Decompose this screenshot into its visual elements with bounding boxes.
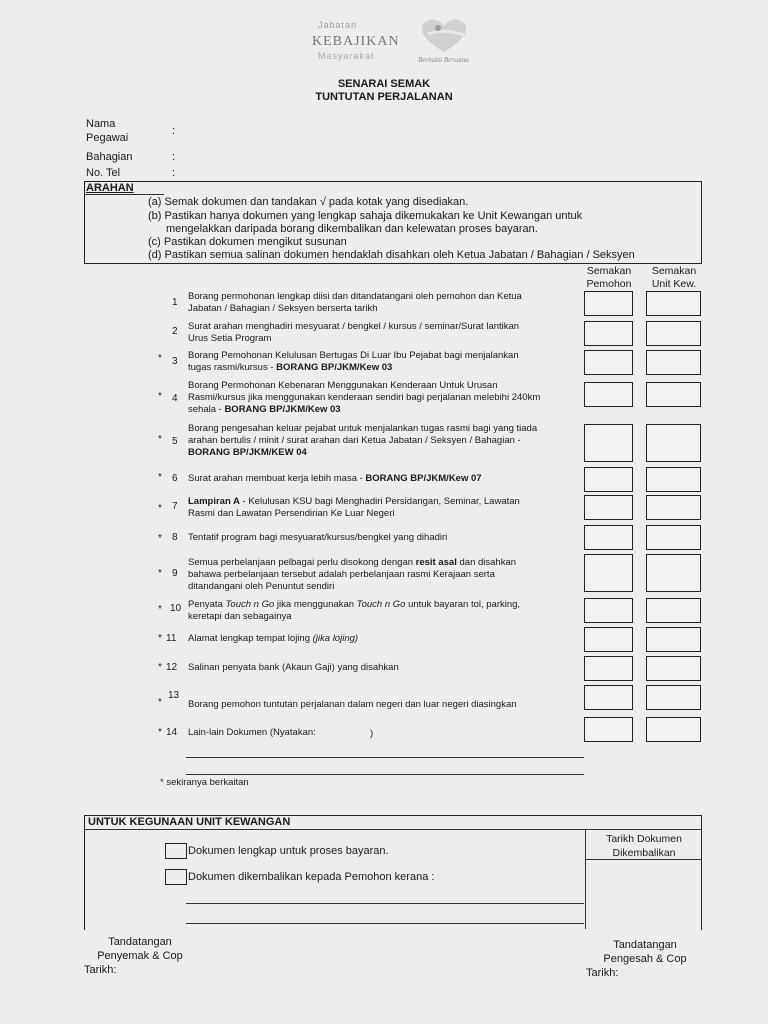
bahagian-colon: : [172,151,176,163]
item-line: Surat arahan menghadiri mesyuarat / bengkel / kursus / seminar/Surat lantikan [188,321,520,332]
item-line: Alamat lengkap tempat lojing [188,633,313,644]
item-5-text [188,423,537,459]
checkbox-pemohon-5[interactable] [584,424,633,462]
checkbox-unitkew-14[interactable] [646,717,701,742]
item-star: * [158,503,162,514]
col-1-line-1: Semakan [586,265,632,277]
item-line: Jabatan / Bahagian / Seksyen berserta tarikh [188,303,378,314]
item-3-text [188,350,519,374]
item-number: 13 [168,690,180,701]
item-line: Borang pengesahan keluar pejabat untuk menjalankan tugas rasmi bagi yang tiada [188,423,538,434]
checkbox-unitkew-10[interactable] [646,598,701,623]
item-line: Borang permohonan lengkap diisi dan ditandatangani oleh pemohon dan Ketua [188,291,522,302]
checkbox-pemohon-12[interactable] [584,656,633,681]
checkbox-unitkew-13[interactable] [646,685,701,710]
unit-kewangan-heading: UNTUK KEGUNAAN UNIT KEWANGAN [88,816,291,828]
item-star: * [158,568,162,579]
checkbox-pemohon-2[interactable] [584,321,633,346]
unit-kewangan-heading-rule [84,829,701,830]
checkbox-pemohon-9[interactable] [584,554,633,592]
sebab-line-1[interactable] [186,903,584,904]
checkbox-unitkew-4[interactable] [646,382,701,407]
item-7-text [188,496,520,520]
item-line: Salinan penyata bank (Akaun Gaji) yang disahkan [188,662,399,673]
dokumen-dikembalikan-checkbox[interactable] [165,869,187,885]
logo-line-3: Masyarakat [318,51,375,61]
item-line: keretapi dan sebagainya [188,611,292,622]
checkbox-unitkew-2[interactable] [646,321,701,346]
item-lampiran: Lampiran A [188,496,240,507]
item-line: Rasmi dan Lawatan Persendirian Ke Luar Negeri [188,508,395,519]
item-line: arahan bertulis / minit / surat arahan dari Ketua Jabatan / Seksyen / Bahagian - [188,435,521,446]
item-number: 11 [166,633,177,644]
col-semakan-pemohon [578,265,640,291]
item-number: 9 [172,568,178,579]
logo-line-2: KEBAJIKAN [312,34,400,49]
item-number: 12 [166,662,178,673]
item-star: * [158,604,162,615]
dokumen-lengkap-label: Dokumen lengkap untuk proses bayaran. [188,845,389,857]
item-14-text [188,727,316,739]
checkbox-unitkew-3[interactable] [646,350,701,375]
checkbox-pemohon-4[interactable] [584,382,633,407]
lain-lain-line-2[interactable] [186,774,584,775]
dokumen-dikembalikan-label: Dokumen dikembalikan kepada Pemohon kerana : [188,871,435,883]
item-star: * [158,633,162,644]
item-1-text [188,291,522,315]
col-2-line-2: Unit Kew. [651,278,697,290]
item-italic: (jika lojing) [312,633,359,644]
item-8-text [188,532,447,544]
col-2-line-1: Semakan [651,265,697,277]
nama-label-2: Pegawai [86,132,129,144]
checkbox-unitkew-12[interactable] [646,656,701,681]
tarikh-divider [585,829,586,929]
arahan-b1: (b) Pastikan hanya dokumen yang lengkap sahaja dikemukakan ke Unit Kewangan untuk [148,210,583,222]
checkbox-unitkew-6[interactable] [646,467,701,492]
item-form-code: BORANG BP/JKM/KEW 04 [188,447,307,458]
item-line: Borang Permohonan Kebenaran Menggunakan Kenderaan Untuk Urusan [188,380,498,391]
checkbox-pemohon-3[interactable] [584,350,633,375]
department-logo [310,14,470,62]
item-line: bahawa perbelanjaan tersebut adalah perbelanjaan rasmi Kerajaan serta [188,569,495,580]
item-line: tugas rasmi/kursus - [188,362,277,373]
item-italic: Touch n Go [225,599,275,610]
item-number: 6 [172,473,178,484]
arahan-d: (d) Pastikan semua salinan dokumen hendaklah disahkan oleh Ketua Jabatan / Bahagian / Seksyen [148,249,635,261]
logo-tagline: Berbakti Bersama [418,56,469,64]
checkbox-pemohon-14[interactable] [584,717,633,742]
item-number: 14 [166,727,178,738]
item-line: Borang Pemohonan Kelulusan Bertugas Di Luar Ibu Pejabat bagi menjalankan [188,350,519,361]
checkbox-unitkew-7[interactable] [646,495,701,520]
item-line: Surat arahan membuat kerja lebih masa - [188,473,366,484]
item-line: jika menggunakan [274,599,357,610]
item-number: 2 [172,326,178,337]
footnote: * sekiranya berkaitan [160,777,249,788]
item-14-close-paren: ) [370,728,374,739]
checkbox-unitkew-1[interactable] [646,291,701,316]
tarikh-line-1: Tarikh Dokumen [606,833,682,845]
sign-penyemak-tarikh: Tarikh: [84,964,117,976]
item-line: Penyata [188,599,226,610]
item-line: Tentatif program bagi mesyuarat/kursus/bengkel yang dihadiri [188,532,448,543]
item-star: * [158,727,162,738]
item-star: * [158,533,162,544]
item-4-text [188,380,540,416]
item-number: 8 [172,532,178,543]
checkbox-pemohon-1[interactable] [584,291,633,316]
item-line: Lain-lain Dokumen (Nyatakan: [188,727,316,738]
item-number: 4 [172,393,178,404]
item-10-text [188,599,520,623]
item-line: Borang pemohon tuntutan perjalanan dalam negeri dan luar negeri diasingkan [188,699,517,710]
sign-pengesah [586,938,704,980]
item-line: Urus Setia Program [188,333,272,344]
item-line: Semua perbelanjaan pelbagai perlu disokong dengan [188,557,416,568]
sign-penyemak-line-2: Penyemak & Cop [97,950,183,962]
heart-emblem-icon [414,14,474,56]
nama-label-1: Nama [86,118,116,130]
item-form-code: BORANG BP/JKM/Kew 07 [365,473,482,484]
item-9-text [188,557,516,593]
item-number: 3 [172,356,178,367]
item-line: untuk bayaran tol, parking, [405,599,521,610]
tarikh-dikembalikan-label [590,832,698,860]
item-form-code: BORANG BP/JKM/Kew 03 [276,362,393,373]
item-6-text [188,473,482,485]
item-number: 5 [172,436,178,447]
lain-lain-line-1[interactable] [186,757,584,758]
checkbox-pemohon-13[interactable] [584,685,633,710]
checkbox-pemohon-6[interactable] [584,467,633,492]
arahan-heading-rule [84,194,164,195]
item-star: * [158,434,162,445]
item-number: 1 [172,297,178,308]
sign-pengesah-tarikh: Tarikh: [586,967,619,979]
item-number: 10 [170,603,182,614]
bahagian-label: Bahagian [86,151,133,163]
item-italic: Touch n Go [356,599,406,610]
col-1-line-2: Pemohon [586,278,632,290]
checkbox-pemohon-8[interactable] [584,525,633,550]
item-2-text [188,321,519,345]
arahan-b2: mengelakkan daripada borang dikembalikan dan kelewatan proses bayaran. [166,223,538,235]
item-star: * [158,472,162,483]
item-form-code: BORANG BP/JKM/Kew 03 [224,404,341,415]
sebab-line-2[interactable] [186,923,584,924]
checkbox-pemohon-7[interactable] [584,495,633,520]
item-number: 7 [172,501,178,512]
checkbox-pemohon-10[interactable] [584,598,633,623]
checkbox-unitkew-11[interactable] [646,627,701,652]
item-star: * [158,697,162,708]
item-12-text [188,662,399,674]
arahan-c: (c) Pastikan dokumen mengikut susunan [148,236,347,248]
page-subtitle: TUNTUTAN PERJALANAN [315,91,453,103]
item-line: dan disahkan [456,557,517,568]
checkbox-pemohon-11[interactable] [584,627,633,652]
item-11-text [188,633,358,645]
item-line: sehala - [188,404,225,415]
logo-line-1: Jabatan [318,20,358,30]
page-title: SENARAI SEMAK [337,78,431,90]
checkbox-unitkew-5[interactable] [646,424,701,462]
sign-pengesah-line-2: Pengesah & Cop [603,953,687,965]
checkbox-unitkew-9[interactable] [646,554,701,592]
sign-pengesah-line-1: Tandatangan [613,939,677,951]
sign-penyemak [84,935,196,977]
tarikh-line-2: Dikembalikan [612,847,676,859]
sign-penyemak-line-1: Tandatangan [108,936,172,948]
notel-label: No. Tel [86,167,121,179]
item-emphasis: resit asal [415,557,457,568]
nama-colon: : [172,125,176,137]
item-line: ditandangani oleh Penuntut sendiri [188,581,335,592]
dokumen-lengkap-checkbox[interactable] [165,843,187,859]
item-star: * [158,353,162,364]
item-star: * [158,662,162,673]
item-13-text [188,699,517,711]
notel-colon: : [172,167,176,179]
item-star: * [158,391,162,402]
checkbox-unitkew-8[interactable] [646,525,701,550]
item-line: Rasmi/kursus jika menggunakan kenderaan sendiri bagi perjalanan melebihi 240km [188,392,541,403]
item-line: - Kelulusan KSU bagi Menghadiri Persidangan, Seminar, Lawatan [239,496,520,507]
arahan-heading: ARAHAN [86,182,134,194]
col-semakan-unit-kew [644,265,704,291]
arahan-a: (a) Semak dokumen dan tandakan √ pada kotak yang disediakan. [148,196,469,208]
